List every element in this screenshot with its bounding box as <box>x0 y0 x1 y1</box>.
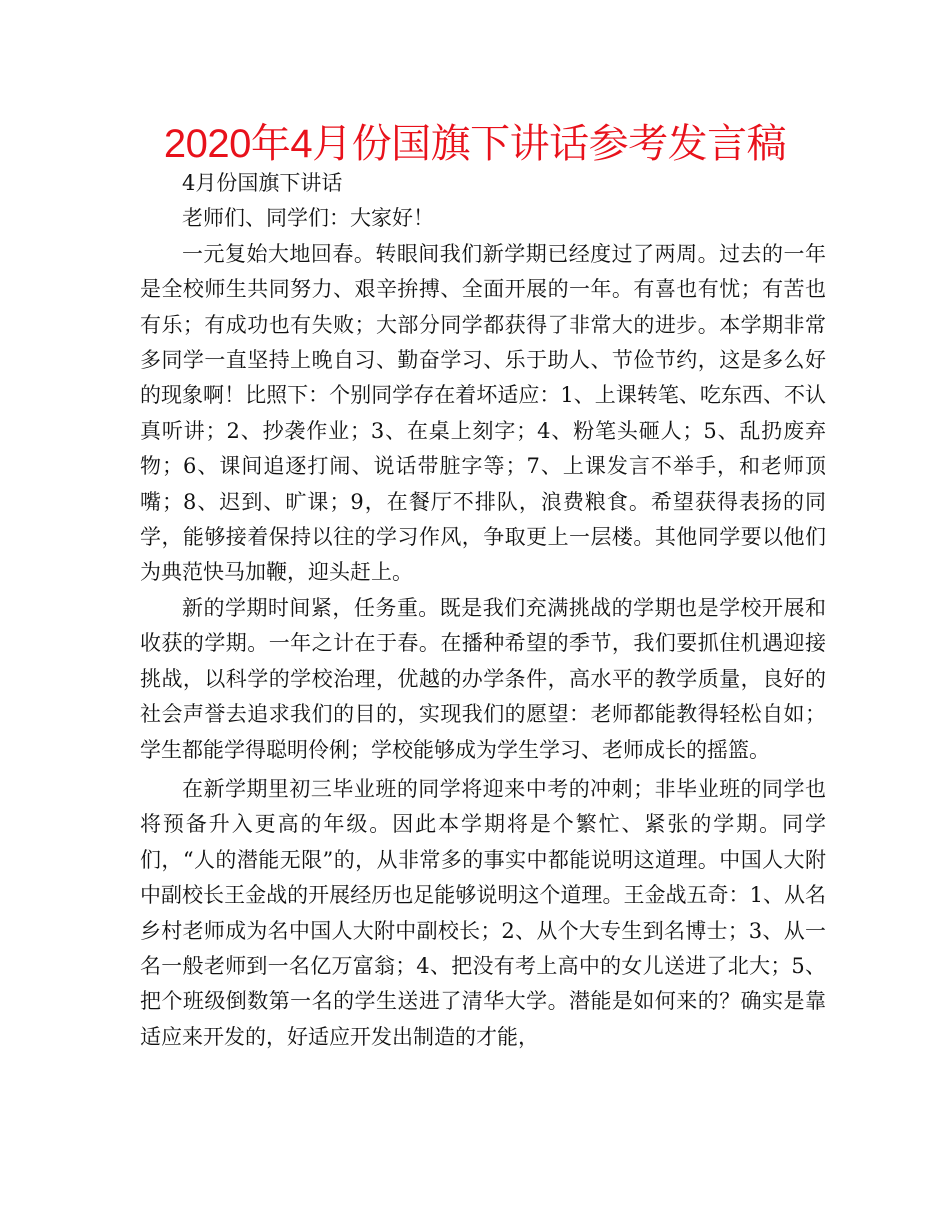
paragraph-1: 一元复始大地回春。转眼间我们新学期已经度过了两周。过去的一年是全校师生共同努力、艰辛拚搏、全面开展的一年。有喜也有忧；有苦也有乐；有成功也有失败；大部分同学都获得了非常大的进步。本学期非常多同学一直坚持上晚自习、勤奋学习、乐于助人、节俭节约，这是多么好的现象啊！比照下：个别同学存在着坏适应：1、上课转笔、吃东西、不认真听讲；2、抄袭作业；3、在桌上刻字；4、粉笔头砸人；5、乱扔废弃物；6、课间追逐打闹、说话带脏字等；7、上课发言不举手，和老师顶嘴；8、迟到、旷课；9，在餐厅不排队，浪费粮食。希望获得表扬的同学，能够接着保持以往的学习作风，争取更上一层楼。其他同学要以他们为典范快马加鞭，迎头赶上。 <box>140 241 826 585</box>
document-title: 2020年4月份国旗下讲话参考发言稿 <box>163 122 787 166</box>
paragraph-2: 新的学期时间紧，任务重。既是我们充满挑战的学期也是学校开展和收获的学期。一年之计在于春。在播种希望的季节，我们要抓住机遇迎接挑战，以科学的学校治理，优越的办学条件，高水平的教学质量，良好的社会声誉去追求我们的目的，实现我们的愿望：老师都能教得轻松自如；学生都能学得聪明伶俐；学校能够成为学生学习、老师成长的摇篮。 <box>140 595 826 762</box>
document-body <box>140 166 826 1055</box>
greeting: 老师们、同学们：大家好！ <box>182 206 434 231</box>
paragraph-3: 在新学期里初三毕业班的同学将迎来中考的冲刺；非毕业班的同学也将预备升入更高的年级。因此本学期将是个繁忙、紧张的学期。同学们，“人的潜能无限”的，从非常多的事实中都能说明这道理。中国人大附中副校长王金战的开展经历也足能够说明这个道理。王金战五奇：1、从名乡村老师成为名中国人大附中副校长；2、从个大专生到名博士；3、从一名一般老师到一名亿万富翁；4、把没有考上高中的女儿送进了北大；5、把个班级倒数第一名的学生送进了清华大学。潜能是如何来的？确实是靠适应来开发的，好适应开发出制造的才能， <box>140 776 826 1049</box>
document-subtitle: 4月份国旗下讲话 <box>182 171 343 195</box>
